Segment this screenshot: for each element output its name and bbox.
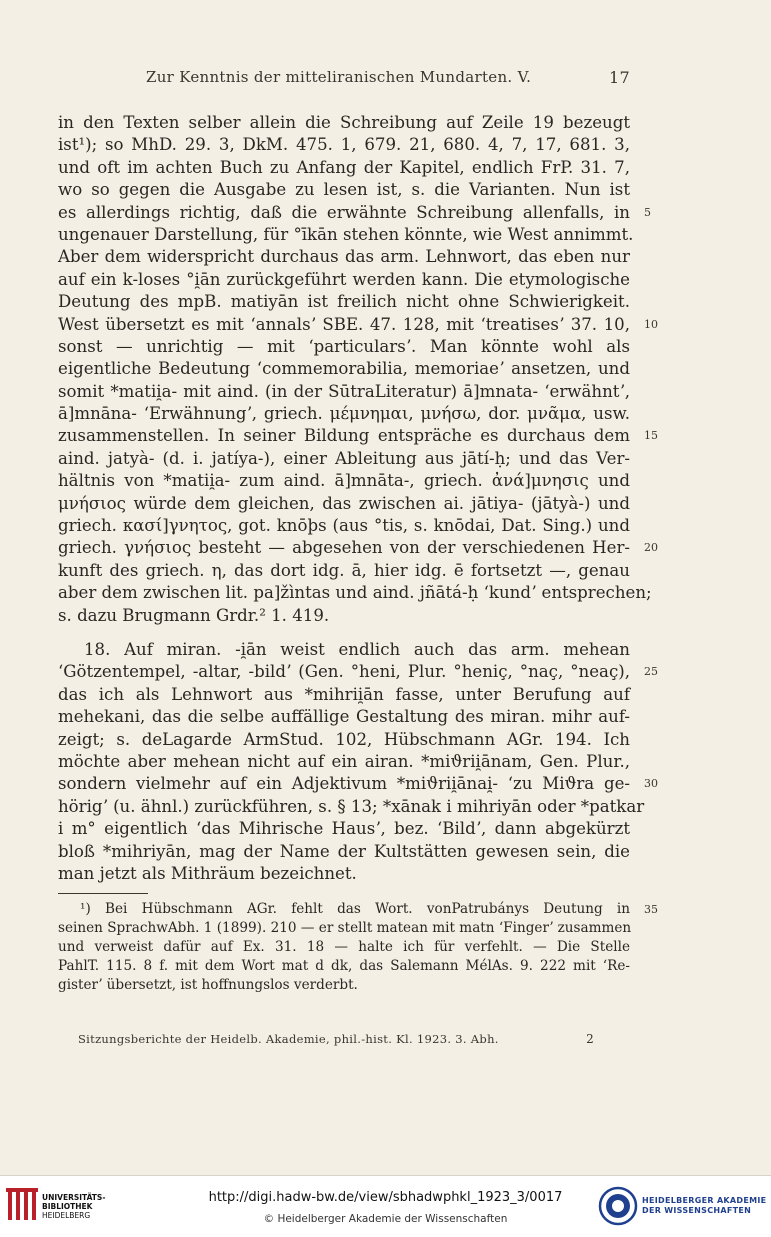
footnote-line-content: PahlT. 115. 8 f. mit dem Wort mat d dk, das Salemann MélAs. 9. 222 mit ʻRe-: [58, 958, 630, 975]
text-line-content: in den Texten selber allein die Schreibung auf Zeile 19 bezeugt: [58, 113, 630, 132]
line-number: 10: [644, 317, 658, 331]
text-line: [58, 381, 630, 403]
text-line-content: sondern vielmehr auf ein Adjektivum *miϑrii̯ānai̯- ʻzu Miϑra ge-: [58, 774, 630, 794]
text-line: [58, 470, 630, 492]
text-line: [58, 841, 630, 863]
text-line-content: zeigt; s. deLagarde ArmStud. 102, Hübschmann AGr. 194. Ich: [58, 729, 630, 749]
text-line: [58, 314, 658, 336]
running-title: Zur Kenntnis der mitteliranischen Mundarten. V.: [146, 68, 532, 86]
footnote-line: [58, 976, 630, 995]
text-line: [58, 112, 630, 134]
viewer-footer-bar: [0, 1175, 771, 1237]
text-line: [58, 493, 630, 515]
text-line: [58, 336, 630, 358]
ub-line-2: BIBLIOTHEK: [42, 1202, 93, 1211]
text-line: [58, 269, 630, 291]
text-line-content: hörigʼ (u. ähnl.) zurückführen, s. § 13; *xānak i mihriyān oder *patkar: [58, 796, 645, 816]
footnote-rule: [58, 893, 148, 894]
text-line: [58, 729, 630, 751]
text-line-content: und oft im achten Buch zu Anfang der Kapitel, endlich FrP. 31. 7,: [58, 157, 630, 177]
text-line: [58, 448, 630, 470]
text-line: [58, 560, 630, 582]
text-line-content: kunft des griech. η, das dort idg. ā, hier idg. ē fortsetzt —, genau: [58, 560, 630, 580]
text-line: [58, 684, 630, 706]
footnote-line: [58, 938, 630, 957]
signature-mark: 2: [586, 1032, 594, 1046]
text-line: [58, 425, 658, 447]
text-line-content: s. dazu Brugmann Grdr.² 1. 419.: [58, 605, 330, 625]
text-line-content: das ich als Lehnwort aus *mihrii̯ān fasse, unter Berufung auf: [58, 684, 630, 704]
text-line-content: ist¹); so MhD. 29. 3, DkM. 475. 1, 679. 21, 680. 4, 7, 17, 681. 3,: [58, 135, 630, 155]
text-line-content: sonst — unrichtig — mit ʻparticularsʼ. Man könnte wohl als: [58, 336, 630, 356]
copyright-notice: © Heidelberger Akademie der Wissenschaften: [263, 1213, 508, 1225]
text-line-content: möchte aber mehean nicht auf ein airan. *miϑrii̯ānam, Gen. Plur.,: [58, 751, 630, 771]
main-text: [58, 112, 658, 995]
academy-line-1: HEIDELBERGER AKADEMIE: [642, 1196, 767, 1205]
text-line-content: wo so gegen die Ausgabe zu lesen ist, s. die Varianten. Nun ist: [58, 180, 630, 200]
footnote-line: [58, 900, 658, 919]
footnote-line-content: und verweist dafür auf Ex. 31. 18 — halte ich für verfehlt. — Die Stelle: [58, 939, 630, 956]
text-line: [58, 863, 630, 885]
footnote-line-content: ¹) Bei Hübschmann AGr. fehlt das Wort. vonPatrubánys Deutung in: [80, 901, 630, 918]
line-number: 35: [644, 903, 658, 917]
text-line: [58, 134, 630, 156]
permalink-url[interactable]: http://digi.hadw-bw.de/view/sbhadwphkl_1923_3/0017: [208, 1190, 563, 1205]
text-line-content: West übersetzt es mit ʻannalsʼ SBE. 47. 128, mit ʻtreatisesʼ 37. 10,: [58, 314, 630, 334]
text-line-content: man jetzt als Mithräum bezeichnet.: [58, 863, 357, 883]
ub-line-3: HEIDELBERG: [42, 1211, 91, 1220]
footnote-line: [58, 957, 630, 976]
footnote-line-content: gisterʼ übersetzt, ist hoffnungslos verderbt.: [58, 977, 358, 994]
page-number: 17: [609, 68, 630, 87]
text-line-content: ʻGötzentempel, -altar, -bildʼ (Gen. °heni, Plur. °heniç, °naç, °neaç),: [58, 662, 630, 682]
footer-citation: Sitzungsberichte der Heidelb. Akademie, phil.-hist. Kl. 1923. 3. Abh.: [78, 1032, 499, 1046]
line-number: 30: [644, 777, 658, 791]
text-line: [58, 706, 630, 728]
text-line-content: aind. jatyà- (d. i. jatíya-), einer Ableitung aus jātí-ḥ; und das Ver-: [58, 448, 630, 468]
text-line-content: μνήσιος würde dem gleichen, das zwischen ai. jātiya- (jātyà-) und: [58, 493, 630, 513]
text-line-content: eigentliche Bedeutung ʻcommemorabilia, memoriaeʼ ansetzen, und: [58, 359, 630, 379]
page-footer: [78, 1032, 618, 1046]
text-line: [58, 661, 658, 683]
text-line-content: Aber dem widerspricht durchaus das arm. Lehnwort, das eben nur: [58, 247, 630, 267]
footnote-line: [58, 919, 630, 938]
text-line: [58, 751, 630, 773]
text-line: [58, 773, 658, 795]
text-line-content: es allerdings richtig, daß die erwähnte Schreibung allenfalls, in: [58, 202, 630, 222]
text-line-content: zusammenstellen. In seiner Bildung entspräche es durchaus dem: [58, 426, 630, 446]
text-line: [58, 157, 630, 179]
line-number: 15: [644, 429, 658, 443]
footnote-line-content: seinen SprachwAbh. 1 (1899). 210 — er stellt matean mit matn ʻFingerʼ zusammen: [58, 920, 632, 937]
paragraph-gap: [58, 627, 630, 639]
text-line-content: griech. γνήσιος besteht — abgesehen von der verschiedenen Her-: [58, 538, 630, 558]
line-number: 25: [644, 665, 658, 679]
text-line-content: mehekani, das die selbe auffällige Gestaltung des miran. mihr auf-: [58, 707, 630, 727]
text-line: [58, 224, 634, 246]
text-line: [58, 358, 630, 380]
text-line-content: 18. Auf miran. -i̯ān weist endlich auch das arm. mehean: [84, 639, 630, 659]
text-line-content: hältnis von *matii̯a- zum aind. ā]mnāta-, griech. ἀνά]μνησις und: [58, 471, 630, 491]
text-line: [58, 179, 630, 201]
line-number: 20: [644, 541, 658, 555]
line-number: 5: [644, 205, 651, 219]
text-line: [58, 818, 630, 840]
text-line-content: ā]mnāna- ʻErwähnungʼ, griech. μέμνημαι, μνήσω, dor. μνᾶμα, usw.: [58, 404, 630, 424]
text-line: [58, 202, 651, 224]
text-line: [58, 515, 630, 537]
text-line: [58, 246, 630, 268]
text-line: [58, 291, 630, 313]
text-line: [58, 582, 652, 604]
text-line: [58, 605, 630, 627]
ub-line-1: UNIVERSITÄTS-: [42, 1193, 106, 1202]
academy-seal-icon: [598, 1186, 638, 1226]
text-line: [58, 537, 658, 559]
academy-name: [642, 1196, 766, 1216]
text-line-content: bloß *mihriyān, mag der Name der Kultstätten gewesen sein, die: [58, 841, 630, 861]
text-line-content: somit *matii̯a- mit aind. (in der SūtraLiteratur) ā]mnata- ʻerwähntʼ,: [58, 381, 630, 401]
text-line-content: ungenauer Darstellung, für °īkān stehen könnte, wie West annimmt.: [58, 224, 634, 244]
text-line-content: griech. κασί]γνητος, got. knōþs (aus °tis, s. knōdai, Dat. Sing.) und: [58, 516, 630, 536]
text-line: [58, 796, 645, 818]
text-line: [58, 403, 630, 425]
text-line-content: aber dem zwischen lit. pa]žìntas und aind. jñātá-ḥ ʻkundʼ entsprechen;: [58, 583, 652, 603]
text-line-content: Deutung des mpB. matiyān ist freilich nicht ohne Schwierigkeit.: [58, 292, 630, 312]
text-line-content: i m° eigentlich ʻdas Mihrische Hausʼ, bez. ʻBildʼ, dann abgekürzt: [58, 819, 630, 839]
text-line-content: auf ein k-loses °i̯ān zurückgeführt werden kann. Die etymologische: [58, 269, 630, 289]
text-line: [58, 639, 630, 661]
academy-line-2: DER WISSENSCHAFTEN: [642, 1206, 752, 1215]
